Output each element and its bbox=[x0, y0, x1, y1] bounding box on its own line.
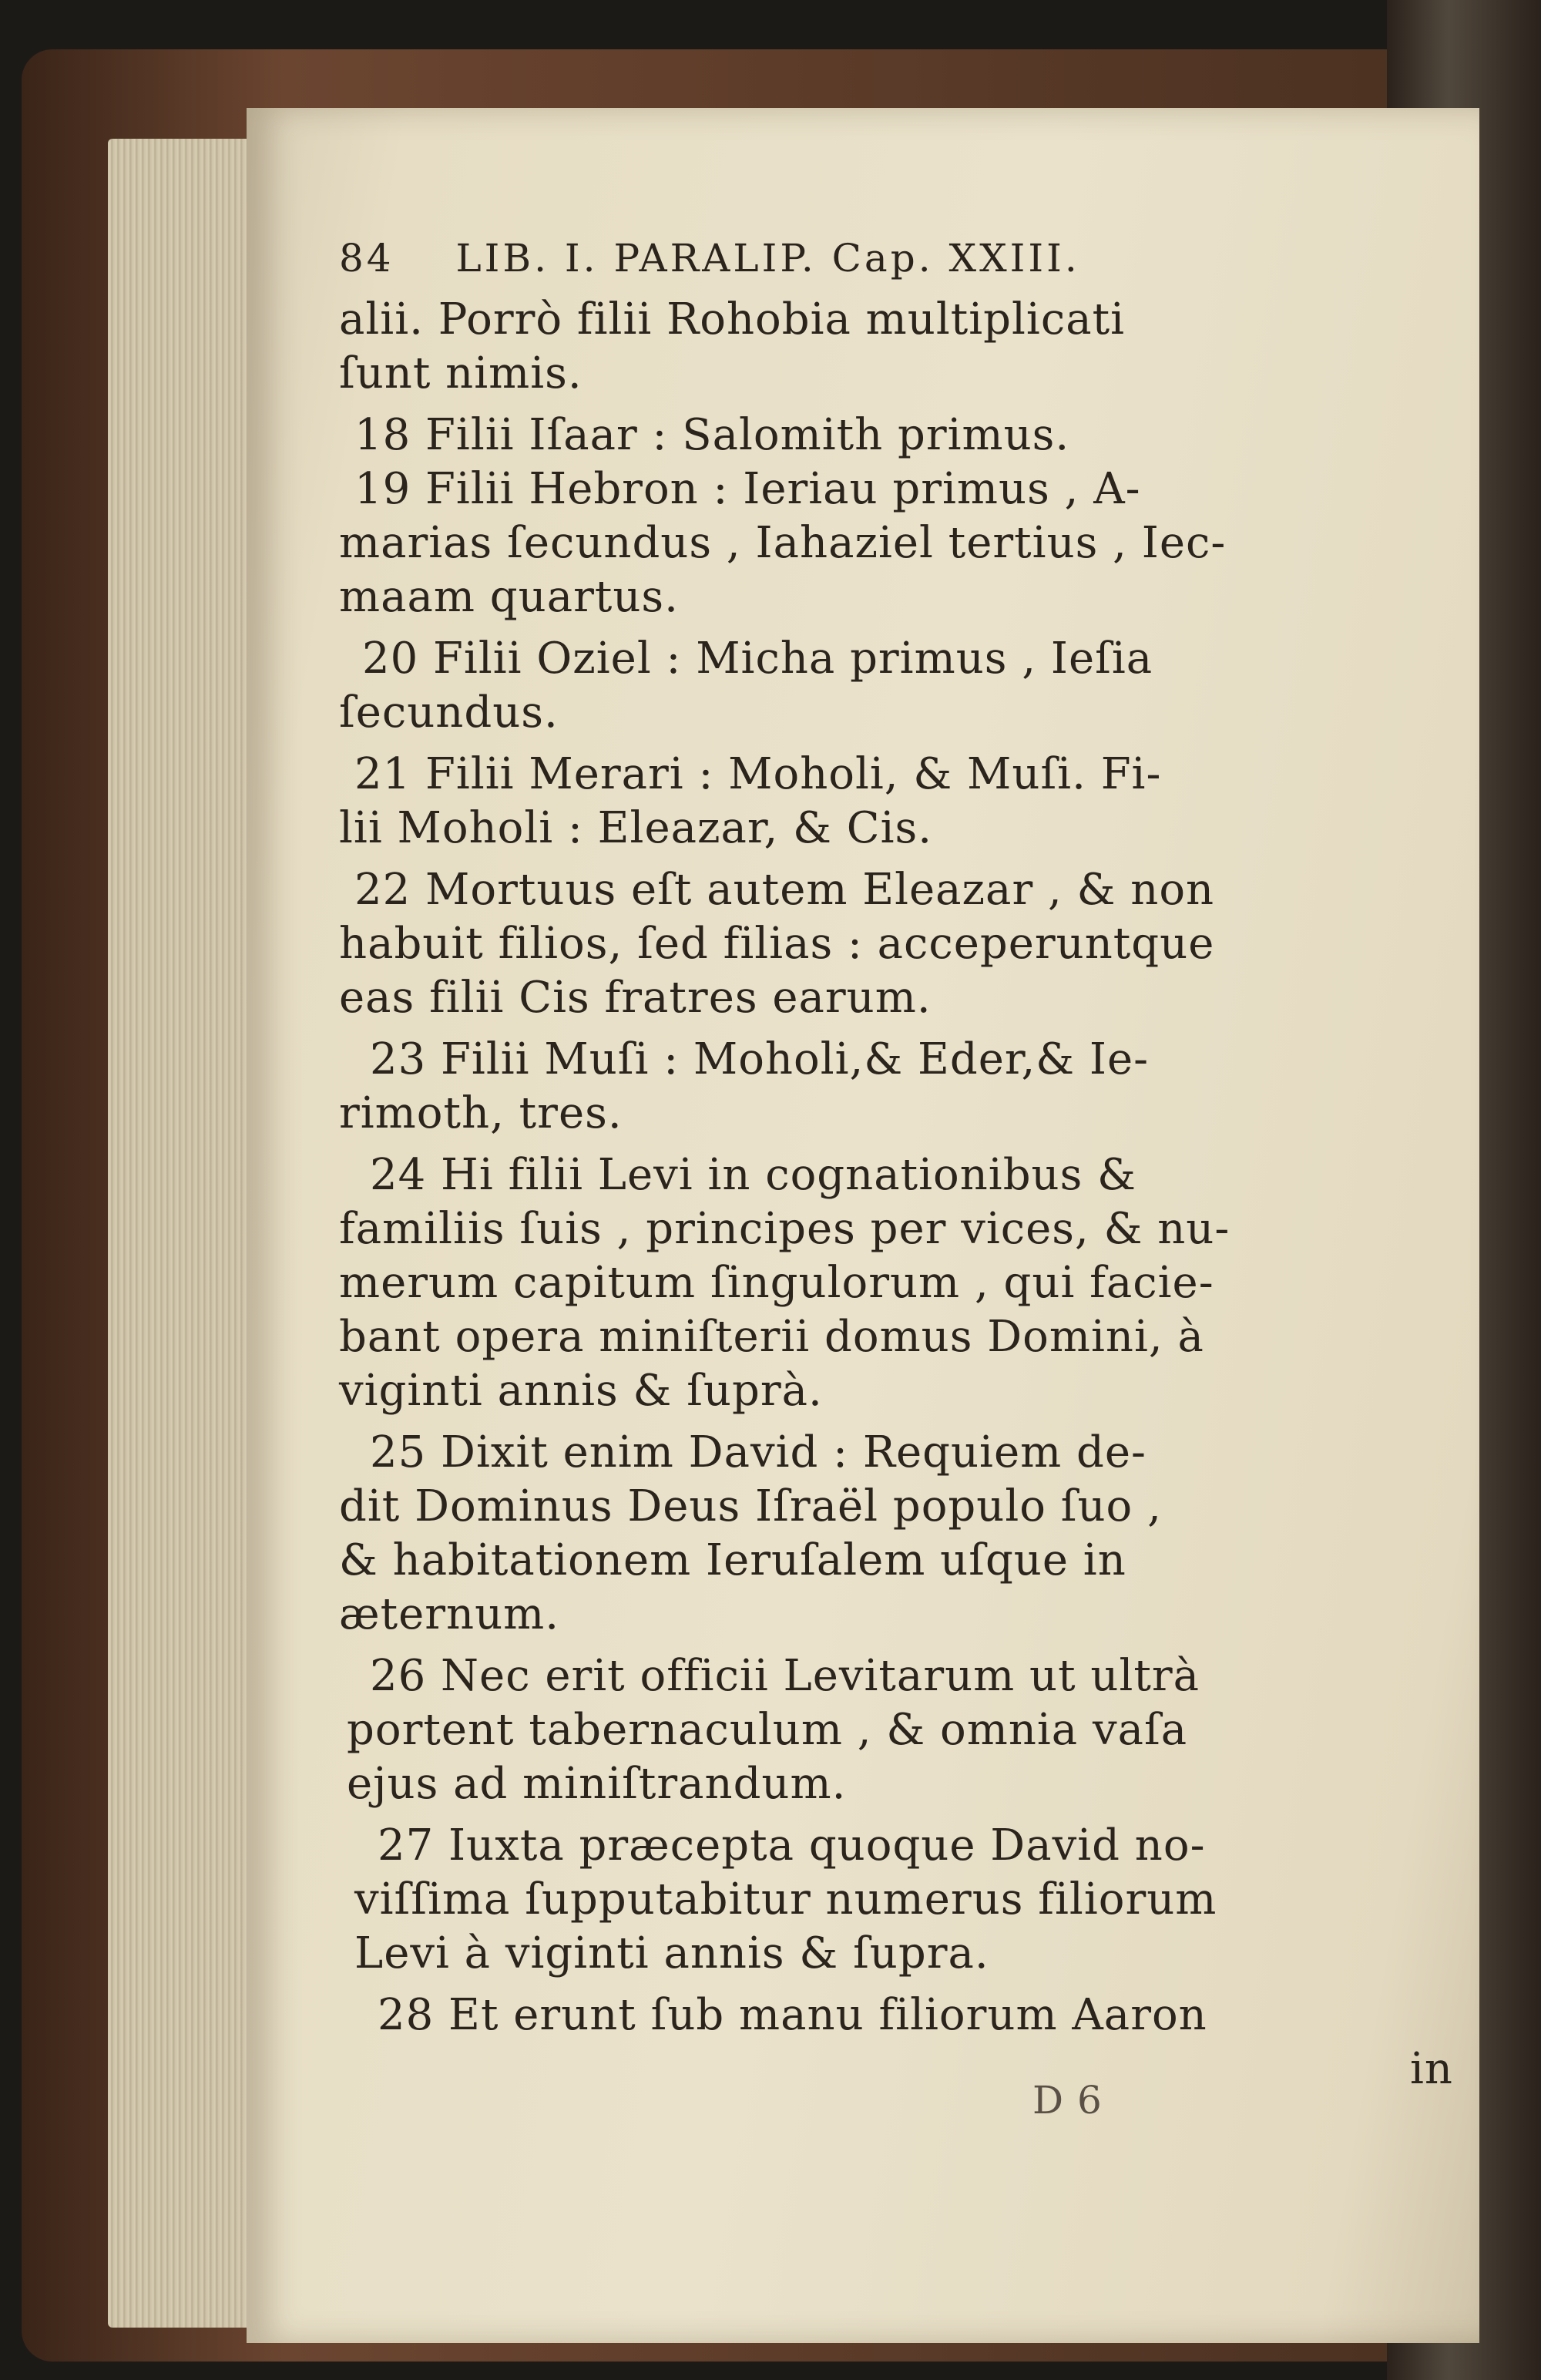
text-line: habuit filios, ſed filias : acceperuntque bbox=[339, 919, 1215, 969]
text-line: 22 Mortuus eſt autem Eleazar , & non bbox=[354, 865, 1215, 915]
text-line: 25 Dixit enim David : Requiem de- bbox=[370, 1427, 1147, 1477]
page-edges bbox=[108, 139, 270, 2328]
text-line: alii. Porrò filii Rohobia multiplicati bbox=[339, 294, 1125, 345]
text-line: lii Moholi : Eleazar, & Cis. bbox=[339, 803, 933, 853]
text-line: 18 Filii Iſaar : Salomith primus. bbox=[354, 410, 1070, 460]
text-line: 24 Hi filii Levi in cognationibus & bbox=[370, 1150, 1137, 1200]
text-line: 20 Filii Oziel : Micha primus , Ieſia bbox=[362, 634, 1153, 684]
text-line: ſecundus. bbox=[339, 687, 559, 738]
text-line: Levi à viginti annis & ſupra. bbox=[354, 1928, 989, 1978]
text-line: æternum. bbox=[339, 1589, 560, 1639]
text-line: rimoth, tres. bbox=[339, 1088, 623, 1138]
text-line: 19 Filii Hebron : Ieriau primus , A- bbox=[354, 464, 1141, 514]
text-line: viginti annis & ſuprà. bbox=[339, 1366, 823, 1416]
catchword: in bbox=[1410, 2044, 1453, 2094]
text-line: viſſima ſupputabitur numerus filiorum bbox=[354, 1874, 1217, 1925]
text-line: familiis ſuis , principes per vices, & nu- bbox=[339, 1204, 1230, 1254]
page-number: 84 bbox=[339, 236, 394, 281]
running-header bbox=[339, 231, 1080, 285]
text-line: dit Dominus Deus Iſraël populo ſuo , bbox=[339, 1481, 1162, 1531]
text-line: 27 Iuxta præcepta quoque David no- bbox=[378, 1820, 1206, 1871]
text-line: marias ſecundus , Iahaziel tertius , Iec- bbox=[339, 518, 1227, 568]
text-line: & habitationem Ieruſalem uſque in bbox=[339, 1535, 1126, 1585]
text-line: 21 Filii Merari : Moholi, & Muſi. Fi- bbox=[354, 749, 1162, 799]
text-line: ſunt nimis. bbox=[339, 348, 582, 398]
text-line: eas filii Cis fratres earum. bbox=[339, 973, 932, 1023]
text-line: 26 Nec erit officii Levitarum ut ultrà bbox=[370, 1651, 1200, 1701]
text-line: bant opera miniſterii domus Domini, à bbox=[339, 1312, 1204, 1362]
text-line: 23 Filii Muſi : Moholi,& Eder,& Ie- bbox=[370, 1034, 1150, 1084]
signature-mark: D 6 bbox=[1032, 2078, 1103, 2123]
text-line: maam quartus. bbox=[339, 572, 679, 622]
text-line: portent tabernaculum , & omnia vaſa bbox=[347, 1705, 1188, 1755]
text-line: 28 Et erunt ſub manu filiorum Aaron bbox=[378, 1990, 1207, 2040]
running-title: LIB. I. PARALIP. Cap. XXIII. bbox=[455, 236, 1080, 281]
text-line: merum capitum ſingulorum , qui facie- bbox=[339, 1258, 1214, 1308]
text-line: ejus ad miniſtrandum. bbox=[347, 1759, 847, 1809]
